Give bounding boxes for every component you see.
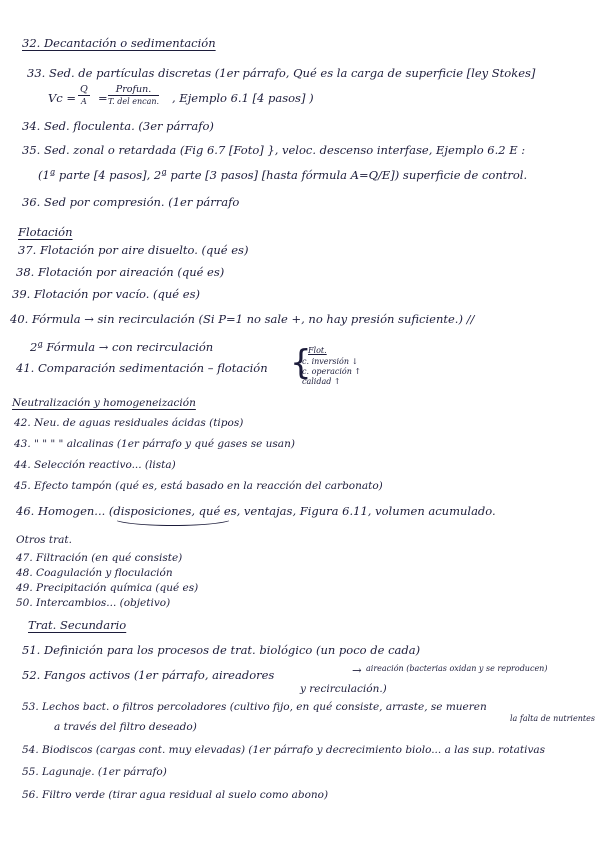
note-line-52: 52. Fangos activos (1er párrafo, aireadores [22, 668, 275, 682]
note-line-33: 33. Sed. de partículas discretas (1er párrafo, Qué es la carga de superficie [ley Stokes] [27, 66, 536, 80]
flot-item-calidad: calidad ↑ [302, 377, 341, 386]
fraction-numerator: Profun. [108, 84, 159, 96]
note-line-35-cont: (1ª parte [4 pasos], 2ª parte [3 pasos] [hasta fórmula A=Q/E]) superficie de control. [38, 168, 528, 182]
note-line-41: 41. Comparación sedimentación – flotación [16, 361, 268, 375]
note-line-35: 35. Sed. zonal o retardada (Fig 6.7 [Foto] }, veloc. descenso interfase, Ejemplo 6.2 E : [22, 143, 526, 157]
note-line-56: 56. Filtro verde (tirar agua residual al suelo como abono) [22, 789, 329, 801]
note-line-48: 48. Coagulación y floculación [16, 567, 173, 579]
note-line-34: 34. Sed. floculenta. (3er párrafo) [22, 119, 214, 133]
note-line-49: 49. Precipitación química (qué es) [16, 582, 199, 594]
note-line-52-recirc: y recirculación.) [300, 683, 387, 695]
note-line-52-aireacion: aireación (bacterias oxidan y se reproducen) [366, 664, 548, 673]
vc-label: Vc = [48, 91, 77, 105]
note-line-45: 45. Efecto tampón (qué es, está basado en la reacción del carbonato) [14, 480, 383, 492]
note-line-47: 47. Filtración (en qué consiste) [16, 552, 183, 564]
heading-neutralizacion: Neutralización y homogeneización [12, 397, 196, 409]
note-line-46: 46. Homogen... (disposiciones, qué es, ventajas, Figura 6.11, volumen acumulado. [16, 504, 496, 518]
fraction-depth-over-time [108, 84, 159, 107]
note-line-44: 44. Selección reactivo... (lista) [14, 459, 176, 471]
heading-trat-secundario: Trat. Secundario [28, 618, 127, 632]
note-line-55: 55. Lagunaje. (1er párrafo) [22, 766, 167, 778]
underline-curve [112, 510, 234, 526]
note-line-38: 38. Flotación por aireación (qué es) [16, 265, 225, 279]
example-ref: , Ejemplo 6.1 [4 pasos] ) [172, 91, 314, 105]
note-line-42: 42. Neu. de aguas residuales ácidas (tipos) [14, 417, 244, 429]
flot-item-operacion: c. operación ↑ [302, 367, 362, 376]
heading-flotacion: Flotación [18, 225, 73, 239]
arrow-glyph: → [352, 663, 362, 677]
note-line-36: 36. Sed por compresión. (1er párrafo [22, 195, 240, 209]
note-line-54: 54. Biodiscos (cargas cont. muy elevadas) (1er párrafo y decrecimiento biolo... a las sup. rotativas [22, 744, 546, 756]
note-line-53: 53. Lechos bact. o filtros percoladores (cultivo fijo, en qué consiste, arraste, se mueren [22, 701, 487, 713]
note-line-40: 40. Fórmula → sin recirculación (Si P=1 no sale +, no hay presión suficiente.) // [10, 312, 475, 326]
note-line-53-margin: la falta de nutrientes [510, 714, 595, 723]
fraction-denominator: T. del encan. [108, 97, 160, 106]
heading-decantacion: 32. Decantación o sedimentación [22, 36, 216, 50]
note-line-50: 50. Intercambios... (objetivo) [16, 597, 171, 609]
note-line-43: 43. " " " " alcalinas (1er párrafo y qué gases se usan) [14, 438, 295, 450]
fraction-denominator: A [81, 97, 87, 106]
note-line-53-cont: a través del filtro deseado) [54, 721, 197, 733]
fraction-numerator: Q [80, 84, 88, 95]
note-line-39: 39. Flotación por vacío. (qué es) [12, 287, 200, 301]
equals-sign: = [98, 91, 108, 105]
note-line-40-second: 2ª Fórmula → con recirculación [30, 340, 214, 354]
flot-item-inversion: c. inversión ↓ [302, 357, 359, 366]
flot-label: Flot. [308, 346, 327, 355]
note-line-37: 37. Flotación por aire disuelto. (qué es) [18, 243, 249, 257]
note-line-51: 51. Definición para los procesos de trat. biológico (un poco de cada) [22, 643, 421, 657]
fraction-q-over-a [78, 84, 90, 107]
curly-brace: { [290, 343, 312, 383]
label-otros-trat: Otros trat. [16, 534, 72, 546]
